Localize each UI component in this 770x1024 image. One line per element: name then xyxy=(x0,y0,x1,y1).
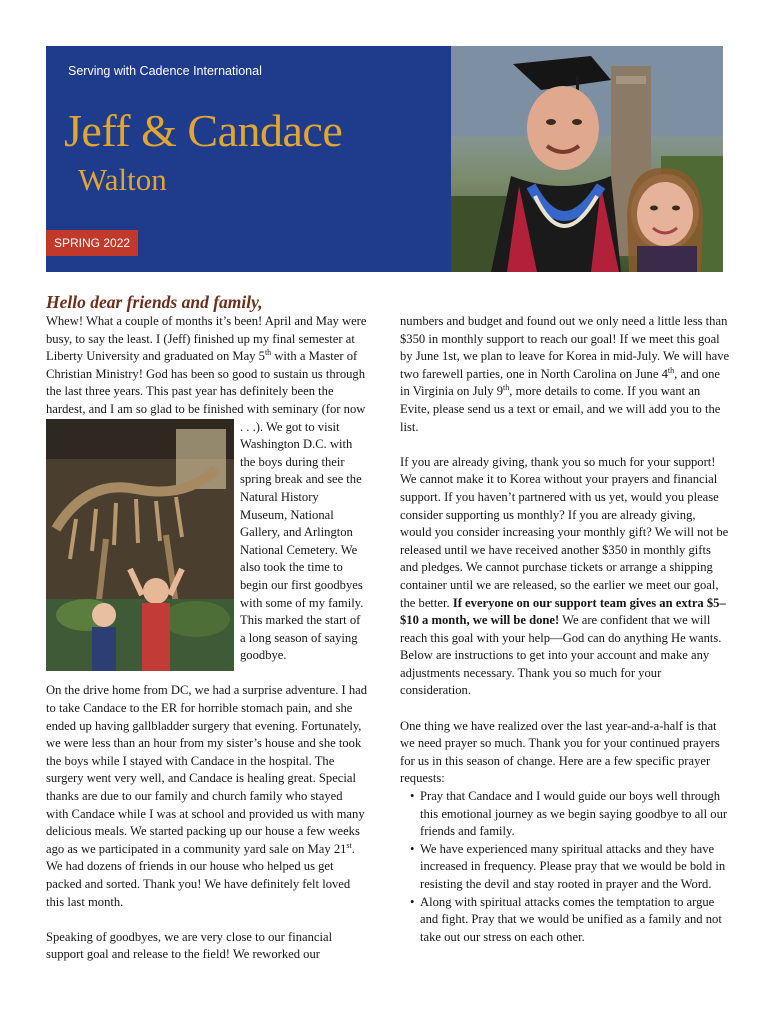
prayer-request-item: • We have experienced many spiritual attacks and they have increased in frequency. Please pray that we would be bold in resisting the devil and stay rooted in prayer and the Word. xyxy=(410,841,730,894)
prayer-request-item: • Along with spiritual attacks comes the temptation to argue and fight. Pray that we would be unified as a family and not take out our stress on each other. xyxy=(410,894,730,947)
season-badge: SPRING 2022 xyxy=(46,230,138,256)
title-banner xyxy=(46,46,451,272)
graduation-photo-art xyxy=(451,46,723,272)
newsletter-header xyxy=(46,46,723,272)
right-column xyxy=(400,313,730,946)
left-column xyxy=(46,313,368,982)
left-paragraph-1 xyxy=(46,313,368,665)
left-paragraph-2: On the drive home from DC, we had a surprise adventure. I had to take Candace to the ER for horrible stomach pain, and she ended up having gallbladder surgery that evening. Fortunately, we were less than an hour from my sister’s house and she took the boys while I stayed with Candace in the hospital. The surgery went very well, and Candace is healing great. Special thanks are due to our family and church family who stayed with Candace while I was at school and provided us with many delicious meals. We started packing up our house a few weeks ago as we participated in a community yard sale on May 21st. We had dozens of friends in our house who helped us get packed and sorted. Thank you! We have definitely felt loved this last month. xyxy=(46,683,368,909)
organization-tagline: Serving with Cadence International xyxy=(68,64,262,78)
support-goal-highlight: If everyone on our support team gives an extra $5–$10 a month, we will be done! xyxy=(400,595,726,628)
washington-trip-text: with seminary (for now . . .). We got to visit Washington D.C. with the boys during their spring break and see the Natural History Museum, National Gallery, and Arlington National Cemetery. We also took the time to begin our first goodbyes with some of my family. This marked the start of a long season of saying goodbye. xyxy=(240,401,366,663)
graduation-text: Whew! What a couple of months it’s been! April and May were busy, to say the least. I (Jeff) finished up my final semester at Liberty University and graduated on May 5th with a Master of Christian Ministry! God has been so good to sustain us through the last three years. This past year has definitely been the hardest, and I am so glad to be finished xyxy=(46,314,367,416)
graduation-photo xyxy=(451,46,723,272)
title-first-names: Jeff & Candace xyxy=(64,105,343,156)
left-paragraph-3: Speaking of goodbyes, we are very close to our financial support goal and release to the field! We reworked our xyxy=(46,929,333,962)
museum-photo-art xyxy=(46,419,234,671)
support-closing-text: We are confident that we will reach this goal with your help—God can do anything He wants. Below are instructions to get into your account and make any adjustments necessary. Thank you so much for your consideration. xyxy=(400,613,722,698)
prayer-request-item: • Pray that Candace and I would guide our boys well through this emotional journey as we begin saying goodbye to all our friends and family. xyxy=(410,788,730,841)
title-last-name: Walton xyxy=(78,162,167,197)
right-paragraph-3: One thing we have realized over the last year-and-a-half is that we need prayer so much. Thank you for your continued prayers for us in this season of change. Here are a few specific prayer requests: xyxy=(400,718,720,786)
greeting-heading: Hello dear friends and family, xyxy=(46,292,263,312)
right-paragraph-1: numbers and budget and found out we only need a little less than $350 in monthly support to reach our goal! If we meet this goal by June 1st, we plan to leave for Korea in mid-July. We will have two farewell parties, one in North Carolina on June 4th, and one in Virginia on July 9th, more details to come. If you want an Evite, please send us a text or email, and we will add you to the list. xyxy=(400,314,730,434)
support-request-text: If you are already giving, thank you so much for your support! We cannot make it to Korea without your prayers and financial support. If you haven’t partnered with us yet, would you please consider supporting us monthly? If you are already giving, would you consider increasing your monthly gift? We will not be released until we have received another $350 in monthly gifts and pledges. We cannot purchase tickets or arrange a shipping container until we are released, so the earlier we meet our goal, the better. xyxy=(400,454,729,610)
right-paragraph-2 xyxy=(400,454,730,700)
prayer-request-list xyxy=(410,788,730,946)
museum-photo xyxy=(46,419,234,671)
